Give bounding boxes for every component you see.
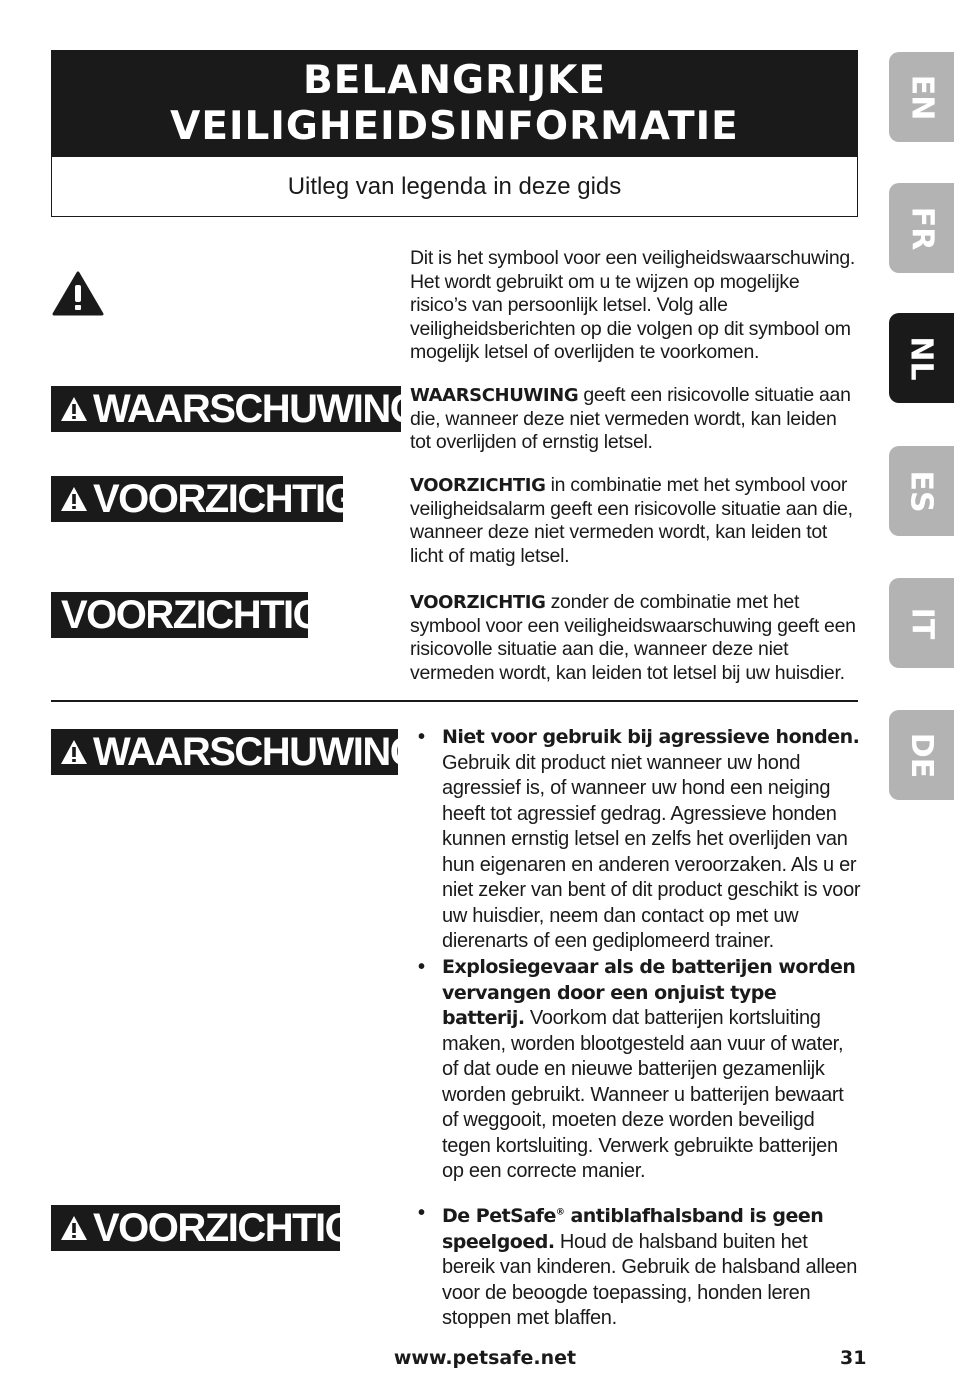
signal-word-label: WAARSCHUWING (93, 729, 420, 774)
page-title-line1: BELANGRIJKE (303, 58, 606, 103)
legend-warning-description (410, 384, 860, 455)
signal-word-warning (51, 729, 420, 775)
legend-caution-text: in combinatie met het symbool voor veiligheidsalarm geeft een risicovolle situatie aan die, wanneer deze niet vermeden wordt, kan leiden tot licht of matig letsel. (410, 474, 853, 567)
tab-it[interactable] (889, 578, 954, 668)
tab-label: EN (903, 74, 939, 120)
section-divider (51, 700, 858, 702)
warning-item-text: Gebruik dit product niet wanneer uw hond agressief is, of wanneer uw hond een neiging heeft tot agressief gedrag. Agressieve honden kunnen ernstig letsel en zelfs het overlijden van hun eigenaren en anderen veroorzaken. Als u er niet zeker van bent of dit product geschikt is voor uw huisdier, neem dan contact op met uw dierenarts of een gediplomeerd trainer. (442, 751, 861, 952)
warning-triangle-icon (59, 1214, 89, 1242)
tab-label: IT (903, 607, 939, 639)
legend-caution-pet-description (410, 591, 860, 685)
title-box (51, 50, 858, 217)
legend-caution-description (410, 474, 860, 568)
registered-mark: ® (555, 1208, 565, 1218)
tab-nl[interactable] (889, 313, 954, 403)
bullet-dot: • (418, 726, 425, 748)
warning-item-heading: Niet voor gebruik bij agressieve honden. (442, 726, 860, 748)
legend-caution-bold: VOORZICHTIG (410, 475, 546, 496)
signal-word-warning (51, 386, 420, 432)
page-title (52, 51, 857, 157)
bullet-dot: • (418, 956, 425, 978)
legend-caution-pet-bold: VOORZICHTIG (410, 592, 546, 613)
signal-word-caution (51, 1205, 355, 1251)
tab-es[interactable] (889, 446, 954, 536)
page-title-line2: VEILIGHEIDSINFORMATIE (170, 104, 739, 149)
warning-triangle-icon (52, 270, 104, 317)
legend-symbol-description (410, 247, 860, 365)
signal-word-caution (51, 476, 355, 522)
tab-label: FR (904, 206, 939, 250)
caution-heading-rest: antiblafhalsband is geen speelgoed. (442, 1205, 824, 1253)
tab-fr[interactable] (889, 183, 954, 273)
signal-word-label: VOORZICHTIG (93, 1205, 355, 1250)
caution-item-text: Houd de halsband buiten het bereik van kinderen. Gebruik de halsband alleen voor de beoogde toepassing, honden leren stoppen met blaffen. (442, 1230, 858, 1330)
tab-de[interactable] (889, 710, 954, 800)
signal-word-label: WAARSCHUWING (93, 386, 420, 431)
signal-word-caution-no-symbol (51, 592, 323, 638)
tab-label: NL (903, 335, 939, 381)
legend-warning-bold: WAARSCHUWING (410, 385, 579, 406)
tab-label: DE (904, 732, 939, 778)
warning-item-heading: Explosiegevaar als de batterijen worden vervangen door een onjuist type batterij. (442, 956, 856, 1029)
signal-word-label: VOORZICHTIG (93, 476, 355, 521)
bullet-dot: • (418, 1202, 425, 1224)
page-subtitle: Uitleg van legenda in deze gids (287, 173, 622, 200)
warning-triangle-icon (59, 738, 89, 766)
warning-item-text: Voorkom dat batterijen kortsluiting maken, worden blootgesteld aan vuur of water, of dat oude en nieuwe batterijen gezamenlijk worden gebruikt. Wanneer u batterijen bewaart of weggooit, moeten deze worden beveiligd tegen kortsluiting. Verwerk gebruikte batterijen op een correcte manier. (442, 1007, 844, 1182)
legend-caution-pet-text: zonder de combinatie met het symbool voor een veiligheidswaarschuwing geeft een risicovolle situatie aan die, wanneer deze niet vermeden wordt, kan leiden tot letsel bij uw huisdier. (410, 591, 856, 684)
legend-warning-text: geeft een risicovolle situatie aan die, wanneer deze niet vermeden wordt, kan leiden tot overlijden of ernstig letsel. (410, 384, 851, 453)
footer-url[interactable]: www.petsafe.net (393, 1347, 577, 1369)
caution-heading-brand: De PetSafe (442, 1205, 556, 1228)
signal-word-label: VOORZICHTIG (61, 592, 323, 637)
warning-triangle-icon (59, 395, 89, 423)
page-number: 31 (840, 1347, 867, 1369)
tab-en[interactable] (889, 52, 954, 142)
warning-triangle-icon (59, 485, 89, 513)
legend-symbol-text: Dit is het symbool voor een veiligheidswaarschuwing. Het wordt gebruikt om u te wijzen op mogelijke risico’s van persoonlijk letsel. Volg alle veiligheidsberichten op die volgen op dit symbool om mogelijk letsel of overlijden te voorkomen. (410, 247, 856, 363)
caution-item-not-a-toy (418, 1201, 863, 1332)
tab-label: ES (903, 469, 939, 513)
warning-item-battery (418, 955, 863, 1185)
warning-item-aggressive-dogs (418, 725, 863, 955)
